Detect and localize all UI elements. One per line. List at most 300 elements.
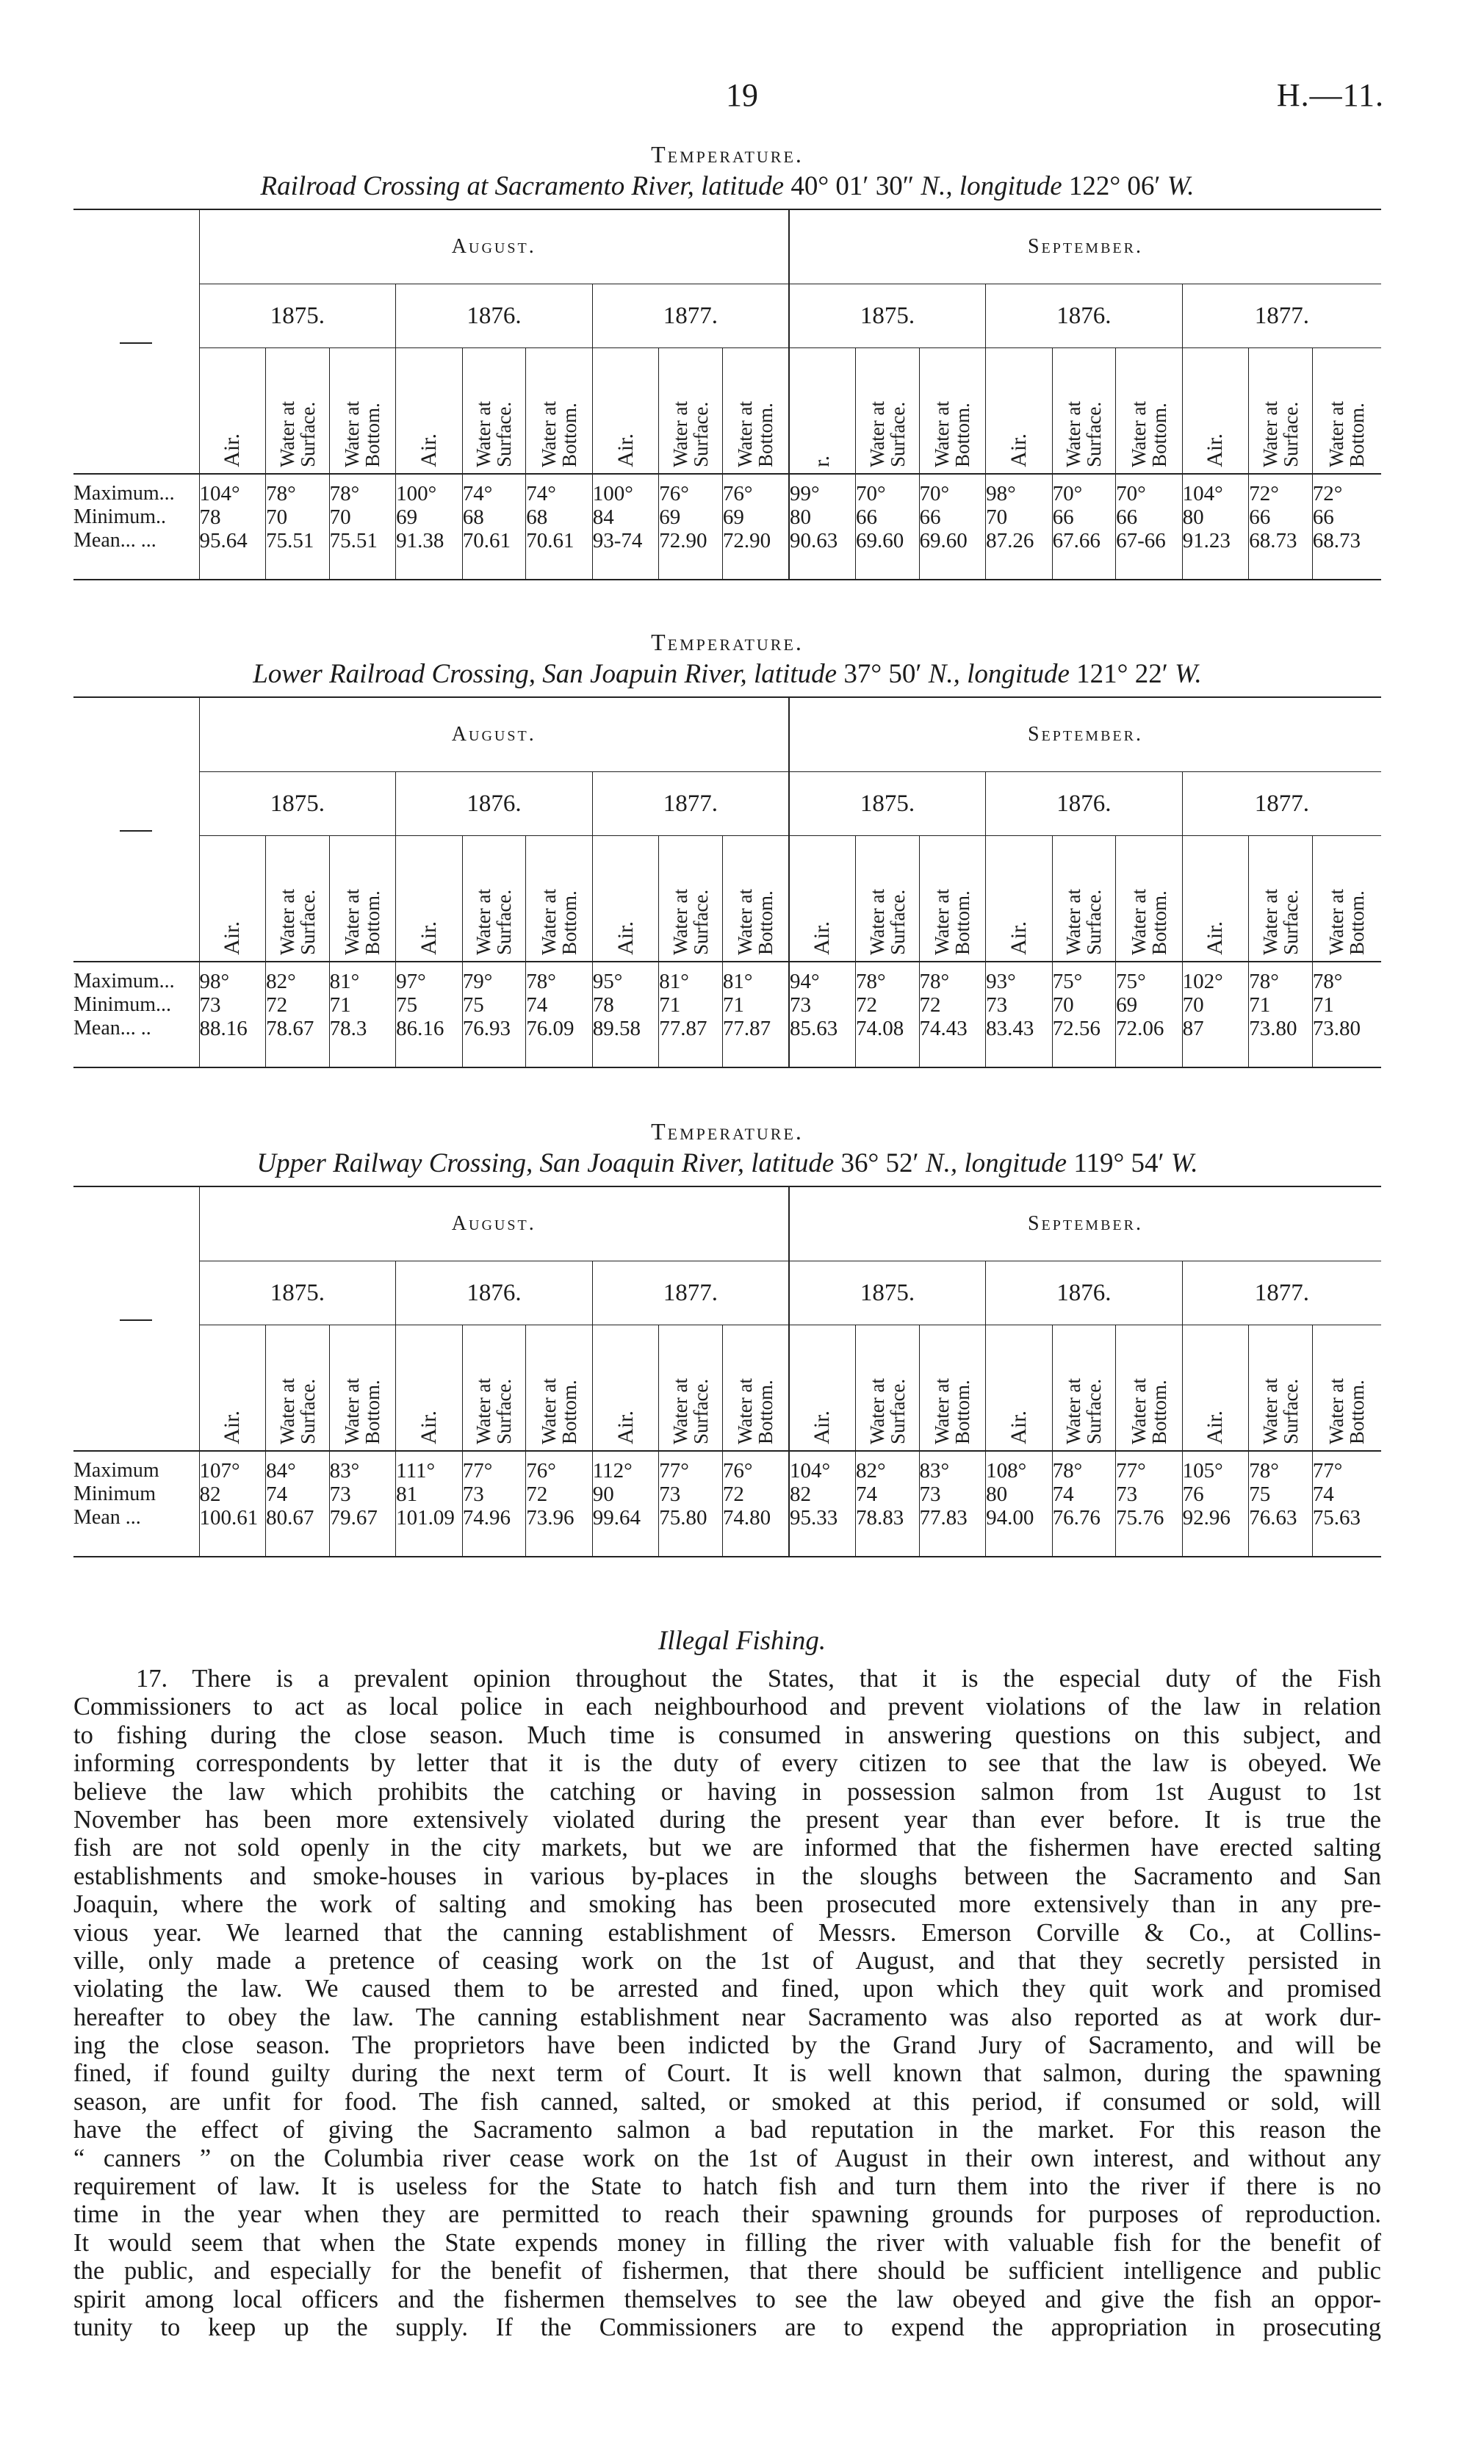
column-header bbox=[1312, 1325, 1381, 1452]
table-cell: 98° bbox=[199, 962, 266, 993]
column-header bbox=[1052, 348, 1116, 475]
table-cell: 70.61 bbox=[462, 529, 526, 552]
column-header-label: Water at Surface. bbox=[275, 1377, 319, 1444]
table-cell: 70° bbox=[856, 474, 920, 505]
table-cell: 69 bbox=[396, 505, 463, 529]
table-cell: 82 bbox=[789, 1483, 856, 1506]
location-text: N., longitude bbox=[914, 171, 1069, 201]
table-cell: 75.80 bbox=[659, 1506, 723, 1530]
section-title: Illegal Fishing. bbox=[658, 1626, 826, 1656]
table-cell: 76 bbox=[1182, 1483, 1249, 1506]
table-cell: 80 bbox=[986, 1483, 1053, 1506]
location-text: N., longitude bbox=[921, 659, 1077, 689]
table-cell: 73.80 bbox=[1249, 1017, 1313, 1040]
table-cell: 81 bbox=[396, 1483, 463, 1506]
column-header bbox=[1312, 836, 1381, 962]
table-cell: 90.63 bbox=[789, 529, 856, 552]
column-header-label: Air. bbox=[1006, 433, 1031, 467]
table-cell: 72.56 bbox=[1052, 1017, 1116, 1040]
column-header-label: Water at Surface. bbox=[1062, 1377, 1106, 1444]
table-cell: 88.16 bbox=[199, 1017, 266, 1040]
table-cell: 74° bbox=[462, 474, 526, 505]
column-header-label: Water at Bottom. bbox=[537, 1377, 580, 1444]
table-cell: 66 bbox=[1052, 505, 1116, 529]
row-label: Minimum... bbox=[73, 993, 172, 1016]
column-header-label: Air. bbox=[613, 433, 638, 467]
table-cell: 93° bbox=[986, 962, 1053, 993]
year-header: 1876. bbox=[396, 284, 593, 348]
table-cell: 77° bbox=[1312, 1451, 1381, 1483]
month-header: September. bbox=[789, 1186, 1381, 1261]
table-cell: 100° bbox=[396, 474, 463, 505]
table-cell: 68.73 bbox=[1249, 529, 1313, 552]
table-cell: 72.06 bbox=[1116, 1017, 1183, 1040]
table-row bbox=[73, 505, 1381, 529]
location-text: W. bbox=[1167, 659, 1202, 689]
table-cell: 69 bbox=[1116, 993, 1183, 1017]
table-title: Temperature. bbox=[651, 1118, 804, 1145]
table-cell: 69.60 bbox=[856, 529, 920, 552]
table-row bbox=[73, 529, 1381, 552]
table-cell: 81° bbox=[659, 962, 723, 993]
table-cell: 73 bbox=[789, 993, 856, 1017]
column-header-label: r. bbox=[810, 455, 835, 467]
table-cell: 75° bbox=[1116, 962, 1183, 993]
text-line: requirement of law. It is useless for the State to hatch fish and turn them into the river if there is no bbox=[73, 2172, 1381, 2201]
column-header bbox=[722, 1325, 789, 1452]
column-header bbox=[856, 836, 920, 962]
column-header-label: Water at Bottom. bbox=[931, 400, 974, 467]
table-cell: 74 bbox=[266, 1483, 330, 1506]
year-header: 1876. bbox=[986, 284, 1183, 348]
column-header bbox=[659, 836, 723, 962]
table-cell: 76° bbox=[722, 1451, 789, 1483]
table-cell: 82° bbox=[266, 962, 330, 993]
column-header-label: Water at Surface. bbox=[472, 888, 516, 955]
column-header bbox=[1182, 348, 1249, 475]
column-header bbox=[659, 348, 723, 475]
column-header-label: Water at Surface. bbox=[669, 400, 713, 467]
table-cell: 104° bbox=[1182, 474, 1249, 505]
table-cell: 111° bbox=[396, 1451, 463, 1483]
table-cell: 72° bbox=[1249, 474, 1313, 505]
table-cell: 108° bbox=[986, 1451, 1053, 1483]
table-cell: 74.96 bbox=[462, 1506, 526, 1530]
table-cell: 75.51 bbox=[266, 529, 330, 552]
table-row bbox=[73, 1017, 1381, 1040]
table-row bbox=[73, 1451, 1381, 1483]
year-header: 1877. bbox=[1182, 284, 1381, 348]
column-header bbox=[462, 1325, 526, 1452]
month-header: August. bbox=[199, 209, 789, 284]
text-line: 17. There is a prevalent opinion throughout the States, that it is the especial duty of the Fish bbox=[136, 1665, 1381, 1693]
column-header-label: Water at Bottom. bbox=[1127, 1377, 1170, 1444]
table-cell: 72 bbox=[526, 1483, 593, 1506]
month-header: September. bbox=[789, 209, 1381, 284]
column-header bbox=[856, 348, 920, 475]
year-header: 1876. bbox=[986, 1261, 1183, 1325]
temperature-table bbox=[73, 1186, 1381, 1557]
text-line: Joaquin, where the work of salting and smoking has been prosecuted more extensively than in any pre- bbox=[73, 1890, 1381, 1919]
year-header: 1877. bbox=[1182, 1261, 1381, 1325]
table-cell: 70 bbox=[1052, 993, 1116, 1017]
column-header bbox=[462, 348, 526, 475]
column-header-label: Water at Bottom. bbox=[931, 888, 974, 955]
temperature-table bbox=[73, 209, 1381, 580]
table-cell: 70 bbox=[1182, 993, 1249, 1017]
column-header bbox=[1249, 348, 1313, 475]
text-line: to fishing during the close season. Much time is consumed in answering questions on this subject, and bbox=[73, 1721, 1381, 1749]
location-text: W. bbox=[1164, 1148, 1198, 1178]
table-cell: 91.23 bbox=[1182, 529, 1249, 552]
column-header bbox=[266, 836, 330, 962]
table-cell: 73 bbox=[659, 1483, 723, 1506]
row-label: Maximum bbox=[73, 1451, 199, 1483]
table-cell: 112° bbox=[592, 1451, 659, 1483]
location-text: N., longitude bbox=[918, 1148, 1074, 1178]
table-cell: 70 bbox=[266, 505, 330, 529]
table-cell: 73.96 bbox=[526, 1506, 593, 1530]
table-cell: 100.61 bbox=[199, 1506, 266, 1530]
column-header-label: Water at Surface. bbox=[1258, 400, 1302, 467]
stub-header-dash bbox=[73, 697, 199, 962]
table-cell: 89.58 bbox=[592, 1017, 659, 1040]
column-header bbox=[592, 836, 659, 962]
table-cell: 69 bbox=[722, 505, 789, 529]
table-cell: 87.26 bbox=[986, 529, 1053, 552]
location-text: Upper Railway Crossing, San Joaquin River, latitude bbox=[256, 1148, 841, 1178]
column-header bbox=[462, 836, 526, 962]
column-header bbox=[1052, 836, 1116, 962]
table-cell: 79.67 bbox=[329, 1506, 396, 1530]
column-header-label: Water at Bottom. bbox=[1127, 888, 1170, 955]
text-line: vious year. We learned that the canning establishment of Messrs. Emerson Corville & Co., at Collins- bbox=[73, 1918, 1381, 1947]
column-header bbox=[789, 1325, 856, 1452]
year-header: 1875. bbox=[199, 1261, 396, 1325]
year-header: 1875. bbox=[789, 284, 986, 348]
column-header-label: Water at Surface. bbox=[275, 888, 319, 955]
text-line: Commissioners to act as local police in each neighbourhood and prevent violations of the law in relation bbox=[73, 1693, 1381, 1721]
column-header-label: Air. bbox=[416, 921, 441, 955]
location-text: Lower Railroad Crossing, San Joapuin River, latitude bbox=[253, 659, 844, 689]
table-cell: 74° bbox=[526, 474, 593, 505]
table-cell: 78° bbox=[919, 962, 986, 993]
column-header bbox=[986, 348, 1053, 475]
column-header-label: Water at Surface. bbox=[1062, 400, 1106, 467]
column-header-label: Water at Surface. bbox=[472, 400, 516, 467]
temperature-table bbox=[73, 696, 1381, 1068]
table-cell: 75.76 bbox=[1116, 1506, 1183, 1530]
table-cell: 67.66 bbox=[1052, 529, 1116, 552]
table-cell: 76.09 bbox=[526, 1017, 593, 1040]
table-cell: 74 bbox=[1052, 1483, 1116, 1506]
table-cell: 71 bbox=[329, 993, 396, 1017]
table-cell: 104° bbox=[199, 474, 266, 505]
row-label: Minimum bbox=[73, 1483, 156, 1505]
longitude-value: 121° 22′ bbox=[1076, 659, 1168, 689]
column-header bbox=[199, 348, 266, 475]
column-header-label: Air. bbox=[810, 1411, 835, 1444]
year-header: 1877. bbox=[592, 1261, 789, 1325]
table-cell: 74 bbox=[856, 1483, 920, 1506]
column-header bbox=[526, 1325, 593, 1452]
column-header bbox=[986, 836, 1053, 962]
table-cell: 102° bbox=[1182, 962, 1249, 993]
column-header-label: Air. bbox=[1006, 921, 1031, 955]
table-cell: 70° bbox=[1116, 474, 1183, 505]
column-header-label: Water at Surface. bbox=[275, 400, 319, 467]
year-header: 1877. bbox=[592, 772, 789, 836]
table-cell: 95° bbox=[592, 962, 659, 993]
column-header-label: Air. bbox=[220, 921, 245, 955]
table-cell: 70° bbox=[1052, 474, 1116, 505]
table-cell: 77° bbox=[462, 1451, 526, 1483]
table-cell: 86.16 bbox=[396, 1017, 463, 1040]
year-header: 1877. bbox=[1182, 772, 1381, 836]
year-header: 1875. bbox=[199, 772, 396, 836]
table-cell: 76.76 bbox=[1052, 1506, 1116, 1530]
table-cell: 66 bbox=[856, 505, 920, 529]
text-line: believe the law which prohibits the catching or having in possession salmon from 1st August to 1st bbox=[73, 1777, 1381, 1806]
page-number: 19 bbox=[726, 77, 758, 113]
table-cell: 92.96 bbox=[1182, 1506, 1249, 1530]
stub-header-dash bbox=[73, 1186, 199, 1451]
text-line: fined, if found guilty during the next term of Court. It is well known that salmon, during the spawning bbox=[73, 2059, 1381, 2088]
column-header bbox=[789, 348, 856, 475]
column-header-label: Air. bbox=[1203, 921, 1228, 955]
table-cell: 78° bbox=[1312, 962, 1381, 993]
year-header: 1875. bbox=[199, 284, 396, 348]
table-cell: 73 bbox=[462, 1483, 526, 1506]
table-cell: 66 bbox=[919, 505, 986, 529]
table-cell: 76.93 bbox=[462, 1017, 526, 1040]
year-header: 1875. bbox=[789, 772, 986, 836]
column-header-label: Water at Bottom. bbox=[1325, 888, 1369, 955]
text-line: time in the year when they are permitted to reach their spawning grounds for purposes of reproduction. bbox=[73, 2200, 1381, 2229]
text-line: informing correspondents by letter that it is the duty of every citizen to see that the law is obeyed. We bbox=[73, 1749, 1381, 1778]
table-cell: 74.08 bbox=[856, 1017, 920, 1040]
table-cell: 83.43 bbox=[986, 1017, 1053, 1040]
table-cell: 90 bbox=[592, 1483, 659, 1506]
table-location bbox=[73, 1146, 1381, 1186]
table-cell: 75.51 bbox=[329, 529, 396, 552]
table-cell: 75° bbox=[1052, 962, 1116, 993]
table-location bbox=[73, 169, 1381, 209]
text-line: ville, only made a pretence of ceasing work on the 1st of August, and that they secretly persisted in bbox=[73, 1946, 1381, 1975]
table-cell: 77.87 bbox=[722, 1017, 789, 1040]
column-header bbox=[919, 348, 986, 475]
column-header-label: Water at Surface. bbox=[1258, 888, 1302, 955]
column-header-label: Water at Surface. bbox=[865, 400, 909, 467]
table-cell: 81° bbox=[329, 962, 396, 993]
table-cell: 71 bbox=[1249, 993, 1313, 1017]
table-cell: 95.33 bbox=[789, 1506, 856, 1530]
table-cell: 80 bbox=[1182, 505, 1249, 529]
table-cell: 78° bbox=[329, 474, 396, 505]
column-header-label: Water at Bottom. bbox=[1325, 400, 1369, 467]
column-header-label: Air. bbox=[613, 1411, 638, 1444]
table-cell: 94.00 bbox=[986, 1506, 1053, 1530]
table-cell: 78.83 bbox=[856, 1506, 920, 1530]
table-cell: 67-66 bbox=[1116, 529, 1183, 552]
table-cell: 98° bbox=[986, 474, 1053, 505]
location-text: W. bbox=[1160, 171, 1195, 201]
table-cell: 76° bbox=[526, 1451, 593, 1483]
table-row bbox=[73, 1483, 1381, 1506]
text-line: the public, and especially for the benefit of fishermen, that there should be sufficient intelligence and public bbox=[73, 2257, 1381, 2285]
column-header-label: Air. bbox=[810, 921, 835, 955]
table-cell: 77.83 bbox=[919, 1506, 986, 1530]
column-header bbox=[1052, 1325, 1116, 1452]
column-header-label: Water at Bottom. bbox=[931, 1377, 974, 1444]
table-cell: 78° bbox=[856, 962, 920, 993]
column-header bbox=[1116, 1325, 1183, 1452]
table-cell: 78° bbox=[1249, 962, 1313, 993]
row-label: Minimum.. bbox=[73, 505, 167, 528]
text-line: spirit among local officers and the fishermen themselves to see the law obeyed and give the fish an oppor- bbox=[73, 2285, 1381, 2313]
column-header-label: Water at Surface. bbox=[472, 1377, 516, 1444]
table-cell: 85.63 bbox=[789, 1017, 856, 1040]
table-cell: 104° bbox=[789, 1451, 856, 1483]
table-cell: 73 bbox=[199, 993, 266, 1017]
table-cell: 73 bbox=[986, 993, 1053, 1017]
table-cell: 78° bbox=[266, 474, 330, 505]
table-cell: 78° bbox=[526, 962, 593, 993]
table-cell: 72.90 bbox=[722, 529, 789, 552]
column-header-label: Water at Bottom. bbox=[734, 1377, 777, 1444]
column-header-label: Air. bbox=[416, 1411, 441, 1444]
table-location bbox=[73, 657, 1381, 696]
column-header-label: Air. bbox=[613, 921, 638, 955]
column-header-label: Water at Bottom. bbox=[341, 400, 384, 467]
table-cell: 72 bbox=[919, 993, 986, 1017]
text-line: violating the law. We caused them to be arrested and fined, upon which they quit work and promised bbox=[73, 1975, 1381, 2003]
table-cell: 71 bbox=[722, 993, 789, 1017]
text-line: fish are not sold openly in the city markets, but we are informed that the fishermen have erected salting bbox=[73, 1834, 1381, 1862]
table-cell: 77° bbox=[659, 1451, 723, 1483]
table-cell: 66 bbox=[1312, 505, 1381, 529]
column-header bbox=[1249, 1325, 1313, 1452]
table-cell: 82 bbox=[199, 1483, 266, 1506]
text-line: “ canners ” on the Columbia river cease work on the 1st of August in their own interest, and without any bbox=[73, 2144, 1381, 2172]
text-line: ing the close season. The proprietors have been indicted by the Grand Jury of Sacramento, and will be bbox=[73, 2031, 1381, 2060]
table-cell: 99° bbox=[789, 474, 856, 505]
column-header bbox=[1182, 1325, 1249, 1452]
column-header-label: Air. bbox=[416, 433, 441, 467]
table-cell: 80 bbox=[789, 505, 856, 529]
column-header bbox=[396, 1325, 463, 1452]
table-cell: 77.87 bbox=[659, 1017, 723, 1040]
column-header-label: Water at Bottom. bbox=[734, 888, 777, 955]
table-cell: 70.61 bbox=[526, 529, 593, 552]
table-cell: 78.67 bbox=[266, 1017, 330, 1040]
table-cell: 72° bbox=[1312, 474, 1381, 505]
table-cell: 72 bbox=[722, 1483, 789, 1506]
table-cell: 73.80 bbox=[1312, 1017, 1381, 1040]
column-header-label: Water at Surface. bbox=[1062, 888, 1106, 955]
table-row bbox=[73, 474, 1381, 505]
table-cell: 74 bbox=[1312, 1483, 1381, 1506]
column-header bbox=[199, 836, 266, 962]
table-title: Temperature. bbox=[651, 141, 804, 167]
year-header: 1875. bbox=[789, 1261, 986, 1325]
table-cell: 69.60 bbox=[919, 529, 986, 552]
table-cell: 99.64 bbox=[592, 1506, 659, 1530]
column-header-label: Water at Surface. bbox=[669, 1377, 713, 1444]
table-cell: 78° bbox=[1052, 1451, 1116, 1483]
column-header bbox=[722, 348, 789, 475]
table-cell: 74 bbox=[526, 993, 593, 1017]
column-header-label: Water at Bottom. bbox=[734, 400, 777, 467]
column-header-label: Air. bbox=[220, 1411, 245, 1444]
document-code: H.—11. bbox=[1276, 77, 1384, 113]
table-cell: 83° bbox=[329, 1451, 396, 1483]
column-header-label: Water at Surface. bbox=[865, 1377, 909, 1444]
stub-header-dash bbox=[73, 209, 199, 474]
column-header-label: Water at Bottom. bbox=[537, 400, 580, 467]
year-header: 1876. bbox=[986, 772, 1183, 836]
table-cell: 76.63 bbox=[1249, 1506, 1313, 1530]
text-line: hereafter to obey the law. The canning establishment near Sacramento was also reported as at work dur- bbox=[73, 2003, 1381, 2031]
month-header: September. bbox=[789, 697, 1381, 772]
column-header bbox=[919, 836, 986, 962]
column-header bbox=[722, 836, 789, 962]
table-cell: 77° bbox=[1116, 1451, 1183, 1483]
column-header-label: Water at Bottom. bbox=[341, 1377, 384, 1444]
column-header bbox=[1116, 836, 1183, 962]
table-cell: 91.38 bbox=[396, 529, 463, 552]
table-cell: 66 bbox=[1249, 505, 1313, 529]
column-header-label: Air. bbox=[1006, 1411, 1031, 1444]
column-header-label: Air. bbox=[1203, 1411, 1228, 1444]
table-cell: 75 bbox=[1249, 1483, 1313, 1506]
column-header bbox=[329, 348, 396, 475]
table-title: Temperature. bbox=[651, 629, 804, 655]
column-header bbox=[526, 836, 593, 962]
table-cell: 76° bbox=[722, 474, 789, 505]
table-cell: 72 bbox=[856, 993, 920, 1017]
column-header bbox=[1182, 836, 1249, 962]
column-header bbox=[1249, 836, 1313, 962]
row-label: Mean ... bbox=[73, 1506, 141, 1529]
table-cell: 81° bbox=[722, 962, 789, 993]
table-cell: 87 bbox=[1182, 1017, 1249, 1040]
table-cell: 69 bbox=[659, 505, 723, 529]
column-header bbox=[266, 348, 330, 475]
column-header bbox=[199, 1325, 266, 1452]
column-header-label: Water at Bottom. bbox=[341, 888, 384, 955]
longitude-value: 122° 06′ bbox=[1068, 171, 1161, 201]
temperature-table-block-2 bbox=[73, 627, 1381, 1068]
column-header-label: Water at Bottom. bbox=[1325, 1377, 1369, 1444]
year-header: 1877. bbox=[592, 284, 789, 348]
table-row bbox=[73, 1506, 1381, 1530]
column-header bbox=[919, 1325, 986, 1452]
column-header-label: Air. bbox=[220, 433, 245, 467]
temperature-table-block-3 bbox=[73, 1117, 1381, 1557]
table-cell: 84° bbox=[266, 1451, 330, 1483]
text-line: season, are unfit for food. The fish canned, salted, or smoked at this period, if consumed or sold, will bbox=[73, 2087, 1381, 2116]
table-cell: 75.63 bbox=[1312, 1506, 1381, 1530]
year-header: 1876. bbox=[396, 772, 593, 836]
row-label: Maximum... bbox=[73, 962, 199, 993]
temperature-table-block-1 bbox=[73, 140, 1381, 580]
longitude-value: 119° 54′ bbox=[1073, 1148, 1164, 1178]
row-label: Mean... ... bbox=[73, 529, 156, 552]
column-header-label: Water at Bottom. bbox=[1127, 400, 1170, 467]
text-line: tunity to keep up the supply. If the Commissioners are to expend the appropriation in prosecuting bbox=[73, 2313, 1381, 2341]
text-line: November has been more extensively violated during the present year than ever before. It is true the bbox=[73, 1805, 1381, 1834]
